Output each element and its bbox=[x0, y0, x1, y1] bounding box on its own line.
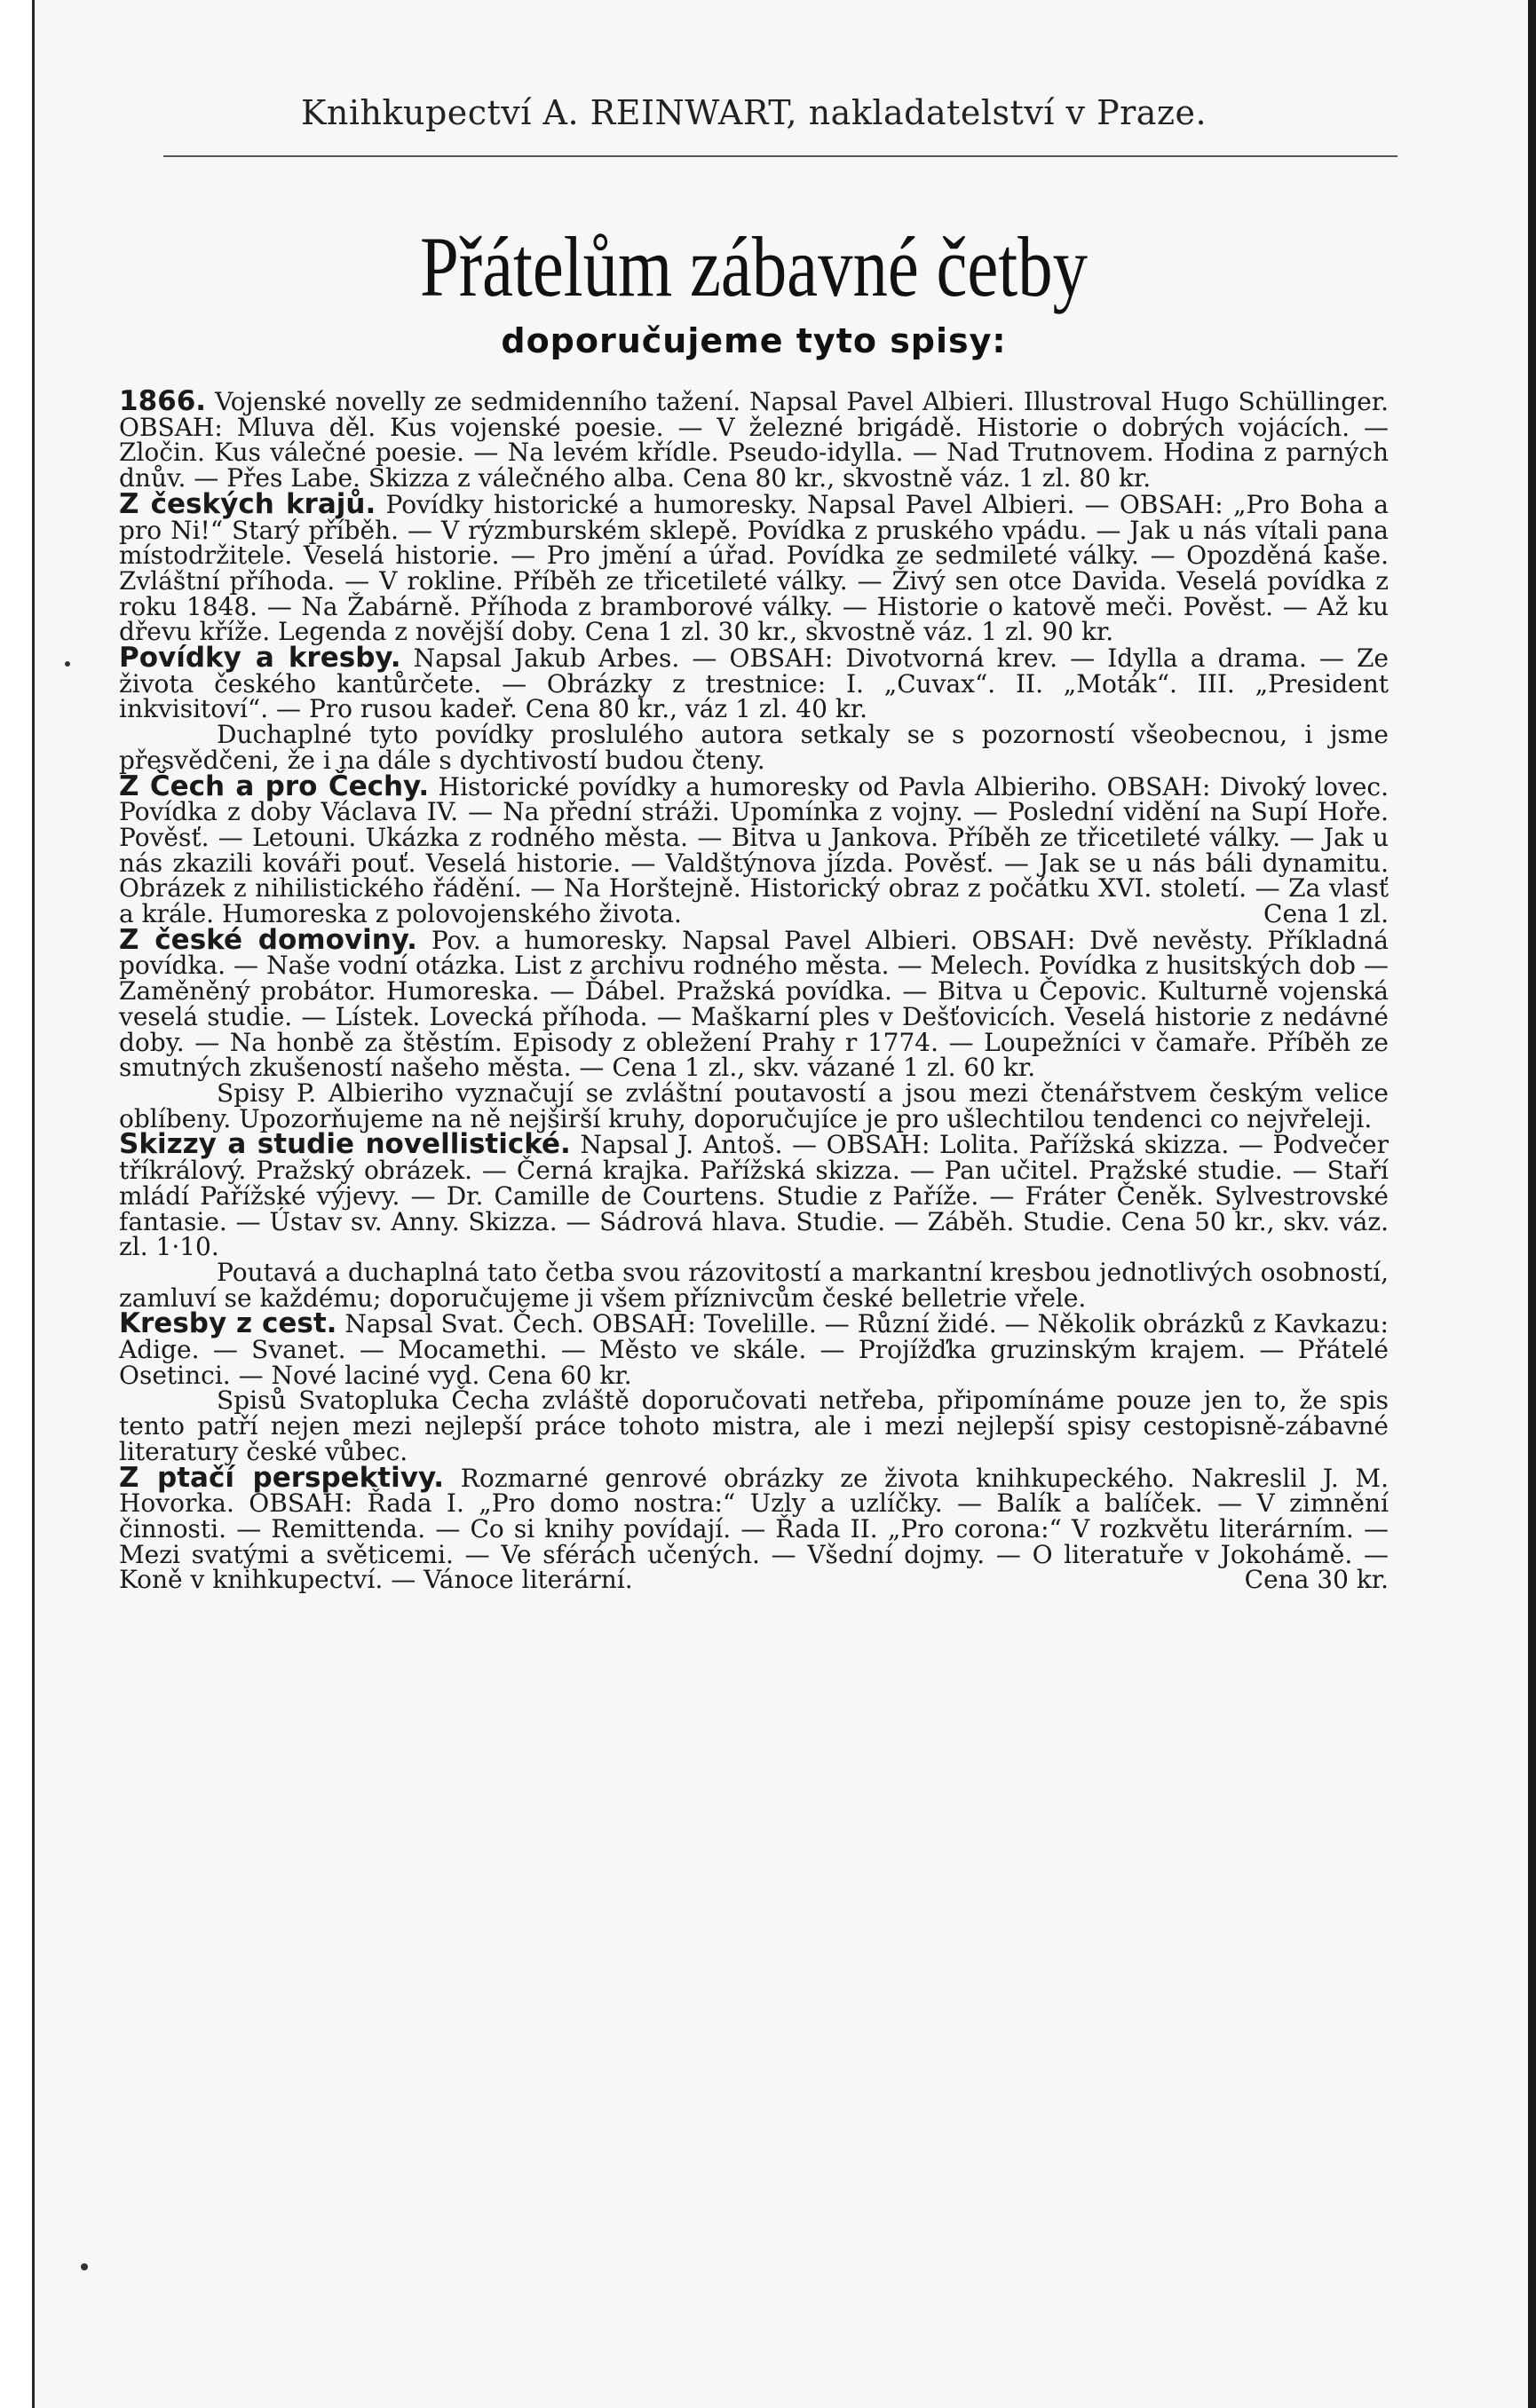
book-title: Z ptačí perspektivy. bbox=[119, 1461, 445, 1494]
book-entry-z-cech-a-pro-cechy bbox=[119, 770, 1389, 929]
book-title: Povídky a kresby. bbox=[119, 642, 401, 675]
book-entry-z-ptaci-perspektivy bbox=[119, 1461, 1389, 1595]
book-entry-skizzy-a-studie bbox=[119, 1128, 1389, 1262]
book-recommendation: Poutavá a duchaplná tato četba svou rázovitostí a markantní kresbou jednotlivých osobností, zamluví se každému; doporučujeme ji všem příznivcům české belletrie vřele. bbox=[119, 1257, 1389, 1313]
book-recommendation: Duchaplné tyto povídky proslulého autora setkaly se s pozorností všeobecnou, i jsme přesvědčeni, že i na dále s dychtivostí budou čteny. bbox=[119, 720, 1389, 775]
book-entry-kresby-z-cest bbox=[119, 1307, 1389, 1390]
publisher-header: Knihkupectví A. REINWART, nakladatelství v Praze. bbox=[300, 93, 1207, 132]
book-title: Kresby z cest. bbox=[119, 1307, 337, 1340]
header-divider bbox=[163, 155, 1397, 157]
book-description: Rozmarné genrové obrázky ze života knihkupeckého. Nakreslil J. M. Hovorka. OBSAH: Řada I. „Pro domo nostra:“ Uzly a uzlíčky. — Balík a balíček. — V zimnění činnosti. — Remittenda. — Co si knihy povídají. — Řada II. „Pro corona:“ V rozkvětu literárním. — Mezi svatými a světicemi. — Ve sférách učených. — Všední dojmy. — O literatuře v Jokohámě. — Koně v knihkupectví. — Vánoce literární. bbox=[119, 1463, 1389, 1595]
book-description: Historické povídky a humoresky od Pavla Albieriho. OBSAH: Divoký lovec. Povídka z doby Václava IV. — Na přední stráži. Upomínka z vojny. — Poslední vidění na Supí Hoře. Pověsť. — Letouni. Ukázka z rodného města. — Bitva u Jankova. Příběh ze třicetileté války. — Jak u nás zkazili kováři pouť. Veselá historie. — Valdštýnova jízda. Pověsť. — Jak se u nás báli dynamitu. Obrázek z nihilistického řádění. — Na Horštejně. Historický obraz z počátku XVI. století. — Za vlasť a krále. Humoreska z polovojenského života. bbox=[119, 771, 1389, 929]
book-description: Povídky historické a humoresky. Napsal Pavel Albieri. — OBSAH: „Pro Boha a pro Ni!“ Starý příběh. — V rýzmburském sklepě. Povídka z pruského vpádu. — Jak u nás vítali pana místodržitele. Veselá historie. — Pro jmění a úřad. Povídka ze sedmileté války. — Opozděná kaše. Zvláštní příhoda. — V rokline. Příběh ze třicetileté války. — Živý sen otce Davida. Veselá povídka z roku 1848. — Na Žabárně. Příhoda z bramborové války. — Historie o katově meči. Pověst. — Až ku dřevu kříže. Legenda z novější doby. Cena 1 zl. 30 kr., skvostně váz. 1 zl. 90 kr. bbox=[119, 489, 1389, 647]
book-recommendation: Spisy P. Albieriho vyznačují se zvláštní poutavostí a jsou mezi čtenářstvem českým velice oblíbeny. Upozorňujeme na ně nejširší kruhy, doporučujíce je pro ušlechtilou tendenci co nejvřeleji. bbox=[119, 1078, 1389, 1133]
book-entry-z-ceskych-kraju bbox=[119, 487, 1389, 647]
book-price: Cena 1 zl. bbox=[1263, 899, 1389, 929]
book-title: 1866. bbox=[119, 385, 207, 417]
print-speck bbox=[65, 661, 70, 667]
book-description: Pov. a humoresky. Napsal Pavel Albieri. OBSAH: Dvě nevěsty. Příkladná povídka. — Naše vodní otázka. List z archivu rodného města. — Melech. Povídka z husitských dob — Zaměněný probátor. Humoreska. — Ďábel. Pražská povídka. — Bitva u Čepovic. Kulturně vojenská veselá studie. — Lístek. Lovecká příhoda. — Maškarní ples v Dešťovicích. Veselá historie z nedávné doby. — Na honbě za štěstím. Episody z obležení Prahy r 1774. — Loupežníci v čamaře. Příběh ze smutných zkušeností našeho města. — Cena 1 zl., skv. vázané 1 zl. 60 kr. bbox=[119, 925, 1389, 1083]
page-title: Přátelům zábavné četby bbox=[420, 219, 1088, 314]
book-title: Z české domoviny. bbox=[119, 923, 417, 956]
book-title: Z českých krajů. bbox=[119, 487, 376, 520]
book-entry-z-ceske-domoviny bbox=[119, 923, 1389, 1083]
book-description: Napsal Svat. Čech. OBSAH: Tovelille. — Různí židé. — Několik obrázků z Kavkazu: Adige. — Svanet. — Mocamethi. — Město ve skále. — Projížďka gruzinským krajem. — Přátelé Osetinci. — Nové laciné vyd. Cena 60 kr. bbox=[119, 1309, 1389, 1390]
catalog-page bbox=[32, 0, 1536, 2408]
book-recommendation: Spisů Svatopluka Čecha zvláště doporučovati netřeba, připomínáme pouze jen to, že spis tento patří nejen mezi nejlepší práce tohoto mistra, ale i mezi nejlepší spisy cestopisně-zábavné literatury české vůbec. bbox=[119, 1386, 1389, 1466]
book-entry-povidky-a-kresby bbox=[119, 642, 1389, 724]
book-list bbox=[119, 385, 1389, 1595]
book-description: Napsal J. Antoš. — OBSAH: Lolita. Pařížská skizza. — Podvečer tříkrálový. Pražský obrázek. — Černá krajka. Pařížská skizza. — Pan učitel. Pražské studie. — Staří mládí Pařížské výjevy. — Dr. Camille de Courtens. Studie z Paříže. — Fráter Čeněk. Sylvestrovské fantasie. — Ústav sv. Anny. Skizza. — Sádrová hlava. Studie. — Záběh. Studie. Cena 50 kr., skv. váz. zl. 1·10. bbox=[119, 1130, 1389, 1262]
page-subtitle: doporučujeme tyto spisy: bbox=[501, 321, 1007, 360]
book-description: Napsal Jakub Arbes. — OBSAH: Divotvorná krev. — Idylla a drama. — Ze života českého kantůrčete. — Obrázky z trestnice: I. „Cuvax“. II. „Moták“. III. „President inkvisitoví“. — Pro rusou kadeř. Cena 80 kr., váz 1 zl. 40 kr. bbox=[119, 643, 1389, 724]
page-edge-shadow bbox=[1528, 0, 1536, 2408]
book-price: Cena 30 kr. bbox=[1244, 1565, 1389, 1595]
book-title: Z Čech a pro Čechy. bbox=[119, 770, 430, 802]
book-description: Vojenské novelly ze sedmidenního tažení. Napsal Pavel Albieri. Illustroval Hugo Schüllinger. OBSAH: Mluva děl. Kus vojenské poesie. — V železné brigádě. Historie o dobrých vojácích. — Zločin. Kus válečné poesie. — Na levém křídle. Pseudo-idylla. — Nad Trutnovem. Hodina z parných dnův. — Přes Labe. Skizza z válečného alba. Cena 80 kr., skvostně váz. 1 zl. 80 kr. bbox=[119, 387, 1389, 493]
book-entry-1866 bbox=[119, 385, 1389, 493]
book-title: Skizzy a studie novellistické. bbox=[119, 1128, 571, 1161]
print-speck bbox=[81, 2263, 88, 2270]
